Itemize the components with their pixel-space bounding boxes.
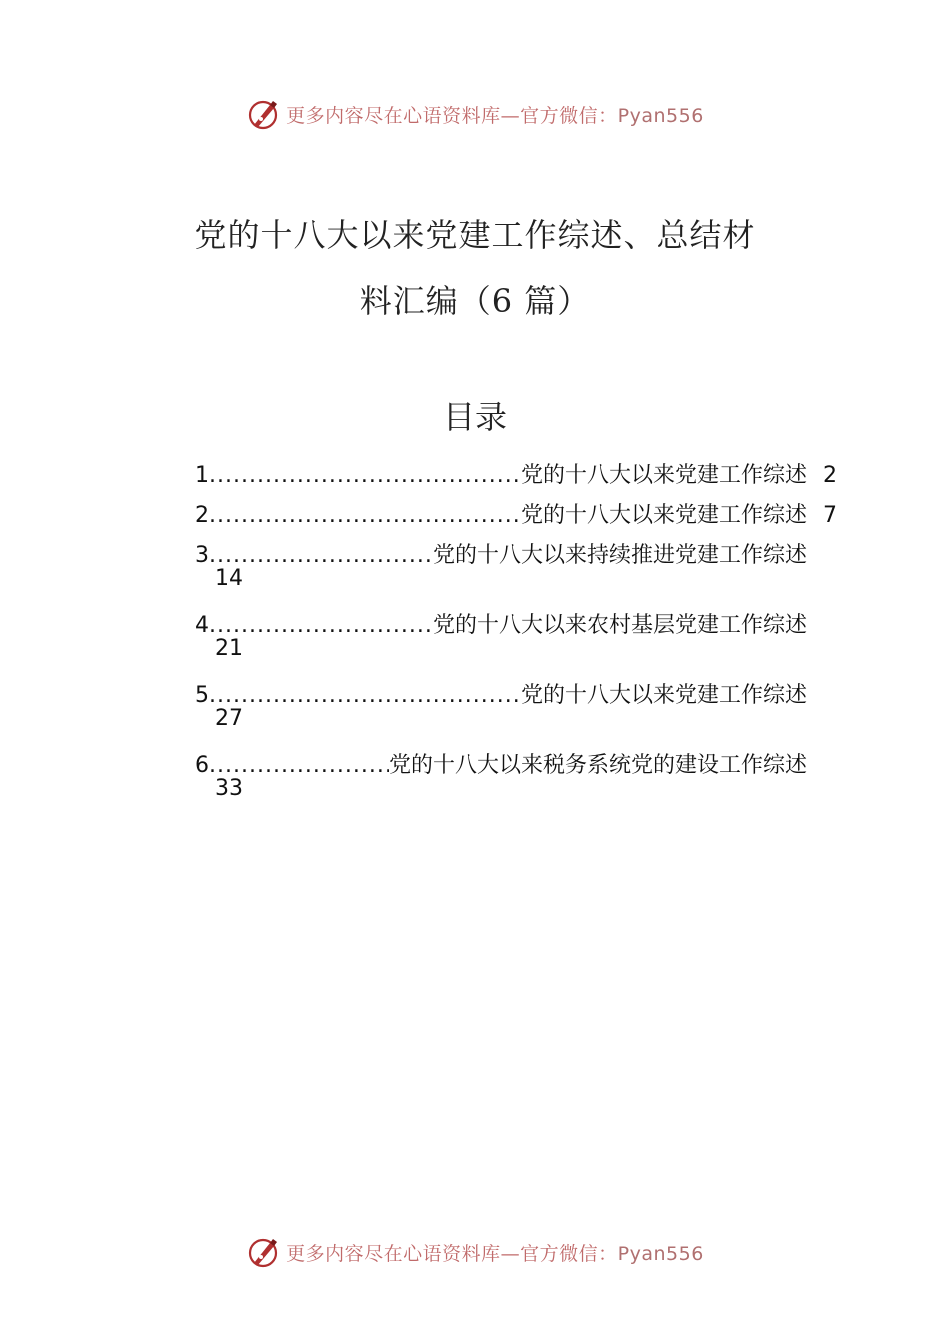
toc-entry-title: 党的十八大以来农村基层党建工作综述 [432,613,807,638]
header-banner [0,94,950,134]
toc-entry[interactable] [195,456,837,496]
banner-text: 更多内容尽在心语资料库—官方微信：Pyan556 [286,1242,704,1265]
pen-circle-logo-icon [246,1235,280,1269]
document-title-line-1: 党的十八大以来党建工作综述、总结材 [194,216,756,254]
toc-leader-dots [209,676,521,716]
toc-entry[interactable] [195,536,807,606]
toc-entry-number: 2 [195,503,209,528]
wechat-id: Pyan556 [617,104,704,127]
toc-entry-page: 14 [215,566,243,591]
table-of-contents [195,456,845,816]
toc-entry-number: 4 [195,613,209,638]
pen-circle-logo-icon [246,97,280,131]
toc-entry-number: 6 [195,753,209,778]
toc-entry-page: 27 [215,706,243,731]
toc-entry[interactable] [195,496,837,536]
toc-entry-title: 党的十八大以来税务系统党的建设工作综述 [388,753,807,778]
wechat-id: Pyan556 [617,1242,704,1265]
toc-leader-dots [209,456,521,496]
toc-entry-number: 3 [195,543,209,568]
banner-text: 更多内容尽在心语资料库—官方微信：Pyan556 [286,104,704,127]
toc-entry-page: 33 [215,776,243,801]
document-title-line-2: 料汇编（6 篇） [359,282,591,320]
footer-banner [0,1232,950,1272]
toc-entry[interactable] [195,746,807,816]
toc-entry-number: 5 [195,683,209,708]
toc-entry-title: 党的十八大以来党建工作综述 [520,463,807,488]
toc-entry-page: 7 [823,503,837,528]
toc-entry[interactable] [195,606,807,676]
toc-entry[interactable] [195,676,807,746]
toc-entry-title: 党的十八大以来党建工作综述 [520,683,807,708]
toc-entry-title: 党的十八大以来持续推进党建工作综述 [432,543,807,568]
toc-entry-page: 2 [823,463,837,488]
toc-entry-number: 1 [195,463,209,488]
toc-entry-page: 21 [215,636,243,661]
toc-heading: 目录 [442,398,507,436]
toc-leader-dots [209,496,521,536]
toc-entry-title: 党的十八大以来党建工作综述 [520,503,807,528]
